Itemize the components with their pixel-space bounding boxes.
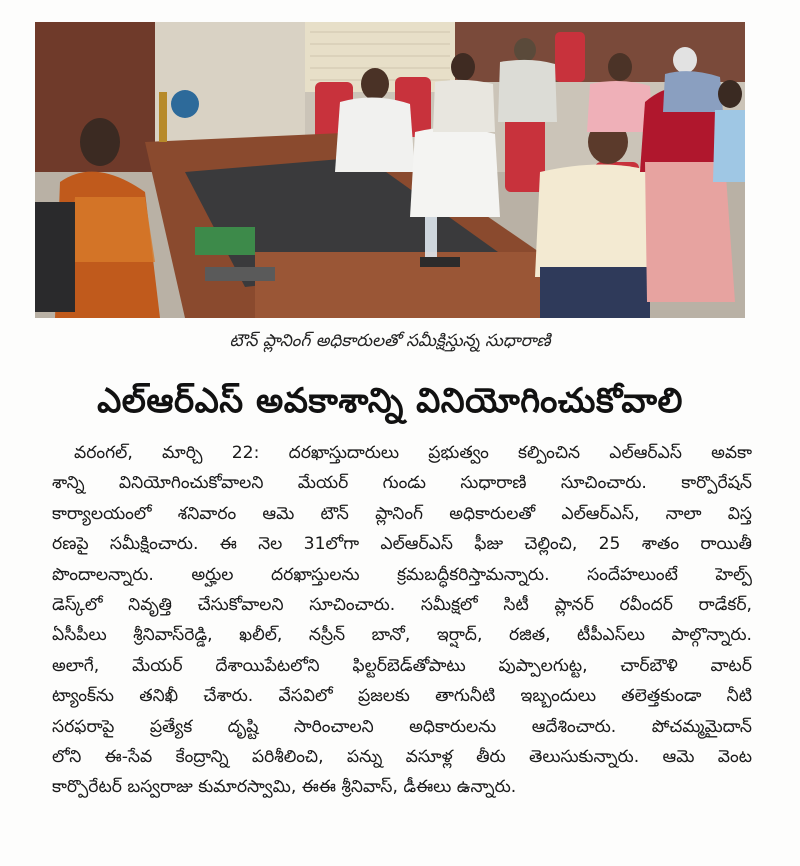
body-line: వరంగల్, మార్చి 22: దరఖాస్తుదారులు ప్రభుత్వం కల్పించిన ఎల్ఆర్ఎస్ అవకా — [74, 443, 752, 463]
body-line: అలాగే, మేయర్ దేశాయిపేటలోని ఫిల్టర్‌బెడ్‌తోపాటు పుప్పాలగుట్ట, చార్‌బౌళి వాటర్ — [52, 655, 752, 676]
body-line: శాన్ని వినియోగించుకోవాలని మేయర్ గుండు సుధారాణి సూచించారు. కార్పొరేషన్ — [52, 473, 752, 494]
body-line: డెస్క్‌లో నివృత్తి చేసుకోవాలని సూచించారు. సమీక్షలో సిటీ ప్లానర్ రవీందర్ రాడేకర్, — [52, 594, 752, 615]
article-body — [52, 438, 752, 803]
body-line: కార్యాలయంలో శనివారం ఆమె టౌన్ ప్లానింగ్ అధికారులతో ఎల్ఆర్ఎస్, నాలా విస్త — [52, 503, 752, 524]
body-line: లోని ఈ-సేవ కేంద్రాన్ని పరిశీలించి, పన్ను వసూళ్ల తీరు తెలుసుకున్నారు. ఆమె వెంట — [52, 746, 752, 767]
meeting-photo-illustration — [35, 22, 745, 318]
article-headline: ఎల్ఆర్ఎస్ అవకాశాన్ని వినియోగించుకోవాలి — [97, 381, 683, 421]
body-line: సరఫరాపై ప్రత్యేక దృష్టి సారించాలని అధికారులను ఆదేశించారు. పోచమ్మమైదాన్ — [52, 716, 752, 737]
body-line: ఏసీపీలు శ్రీనివాస్‌రెడ్డి, ఖలీల్, నస్రీన్ బానో, ఇర్షాద్, రజిత, టీపీఎస్‌లు పాల్గొన్నారు. — [52, 625, 752, 646]
body-line: కార్పొరేటర్ బస్వరాజు కుమారస్వామి, ఈఈ శ్రీనివాస్, డీఈలు ఉన్నారు. — [52, 777, 517, 798]
photo-caption: టౌన్ ప్లానింగ్ అధికారులతో సమీక్షిస్తున్న సుధారాణి — [229, 331, 551, 351]
body-line: రణపై సమీక్షించారు. ఈ నెల 31లోగా ఎల్ఆర్ఎస్ ఫీజు చెల్లించి, 25 శాతం రాయితీ — [52, 534, 752, 555]
body-line: పొందాలన్నారు. అర్హుల దరఖాస్తులను క్రమబద్ధీకరిస్తామన్నారు. సందేహలుంటే హెల్ప్ — [52, 564, 752, 585]
meeting-photo — [35, 22, 745, 318]
body-line: ట్యాంక్‌ను తనిఖీ చేశారు. వేసవిలో ప్రజలకు తాగునీటి ఇబ్బందులు తలెత్తకుండా నీటి — [52, 686, 752, 707]
